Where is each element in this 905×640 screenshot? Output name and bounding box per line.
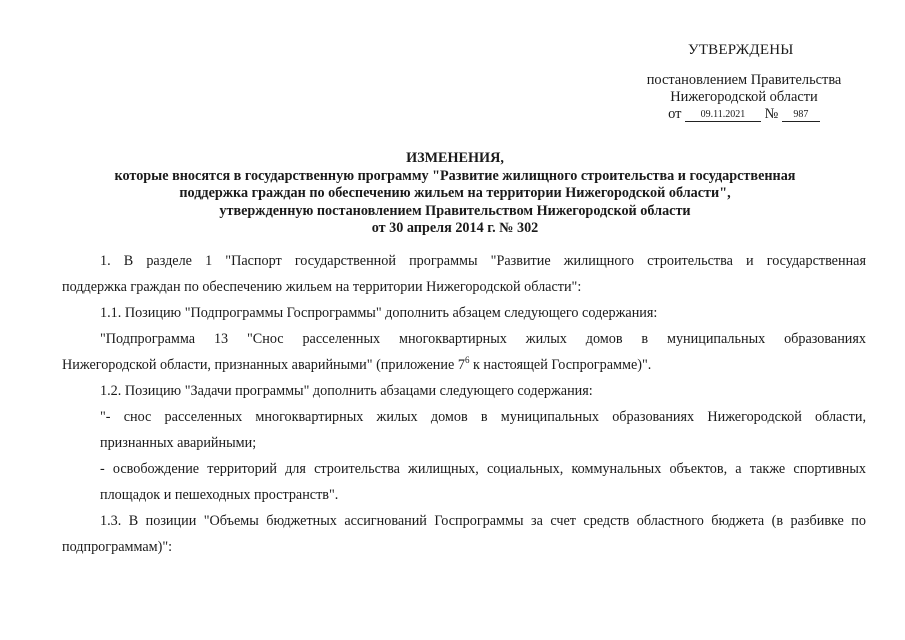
- date-prefix: от: [668, 106, 682, 122]
- paragraph-quote-1-line-1: "Подпрограмма 13 "Снос расселенных многоквартирных жилых домов в муниципальных образованиях: [100, 331, 866, 347]
- paragraph-1-line-1: 1. В разделе 1 "Паспорт государственной программы "Развитие жилищного строительства и государственная: [100, 253, 866, 269]
- approval-line-2: Нижегородской области: [670, 89, 818, 105]
- approval-date: 09.11.2021: [685, 109, 761, 122]
- heading-line-2: которые вносятся в государственную программу "Развитие жилищного строительства и государственная: [114, 167, 796, 184]
- paragraph-1-3-line-1: 1.3. В позиции "Объемы бюджетных ассигнований Госпрограммы за счет средств областного бюджета (в разбивке по: [100, 513, 866, 529]
- approval-title: УТВЕРЖДЕНЫ: [688, 42, 794, 58]
- superscript: 6: [464, 355, 470, 365]
- bullet-1-line-1: "- снос расселенных многоквартирных жилых домов в муниципальных образованиях Нижегородской области,: [100, 409, 866, 425]
- bullet-2-line-2: площадок и пешеходных пространств".: [100, 487, 339, 503]
- approval-number: 987: [782, 109, 820, 122]
- bullet-2-line-1: - освобождение территорий для строительства жилищных, социальных, коммунальных объектов, а также спортивных: [100, 461, 866, 477]
- heading-line-4: утвержденную постановлением Правительством Нижегородской области: [219, 202, 691, 219]
- paragraph-quote-1-line-2: Нижегородской области, признанных аварийными" (приложение $7^6$ к настоящей Госпрограмме)".: [62, 355, 652, 373]
- heading-title: ИЗМЕНЕНИЯ,: [406, 150, 504, 166]
- heading-line-5: от 30 апреля 2014 г. № 302: [371, 220, 539, 237]
- paragraph-1-line-2: поддержка граждан по обеспечению жильем на территории Нижегородской области":: [62, 279, 582, 295]
- bullet-1-line-2: признанных аварийными;: [100, 435, 257, 451]
- approval-date-line: [622, 106, 866, 123]
- document-heading: [40, 150, 870, 238]
- approval-block: [622, 72, 866, 123]
- paragraph-1-2: 1.2. Позицию "Задачи программы" дополнить абзацами следующего содержания:: [100, 383, 593, 399]
- paragraph-1-3-line-2: подпрограммам)":: [62, 539, 173, 555]
- heading-line-3: поддержка граждан по обеспечению жильем на территории Нижегородской области",: [179, 185, 731, 202]
- approval-line-1: постановлением Правительства: [646, 72, 842, 88]
- number-sign: №: [764, 106, 779, 122]
- paragraph-1-1: 1.1. Позицию "Подпрограммы Госпрограммы" дополнить абзацем следующего содержания:: [100, 305, 658, 321]
